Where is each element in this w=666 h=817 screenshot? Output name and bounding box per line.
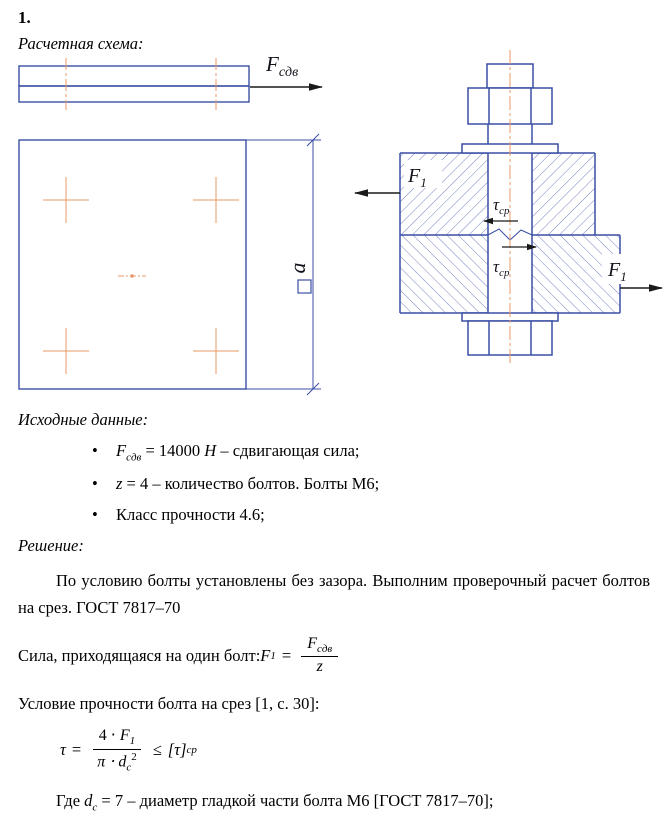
math-sub: сдв (126, 451, 142, 464)
math-sub: c (92, 801, 98, 814)
solution-paragraph: По условию болты установлены без зазора. Выполним проверочный расчет болтов на срез. ГОСТ 7817–70 (18, 571, 650, 618)
math-sup: 2 (131, 750, 137, 763)
f1-top-base: F (408, 165, 421, 187)
strength-condition-line: Условие прочности болта на срез [1, с. 30]: (18, 694, 320, 714)
math-var: π ⋅ (97, 752, 119, 770)
f1-bottom-sub: 1 (620, 269, 627, 284)
fraction (91, 726, 143, 774)
fraction-denominator: z (316, 658, 323, 676)
math-var: τ (60, 740, 66, 760)
equals-sign: = (281, 645, 292, 665)
math-sub: ср (186, 744, 197, 757)
shear-stress-formula (60, 724, 650, 776)
text-run: Сила, приходящаяся на один болт: (18, 645, 261, 665)
scheme-plan-view (18, 54, 348, 402)
math-var: F (307, 634, 317, 652)
fraction (301, 634, 338, 678)
fraction-numerator (301, 634, 338, 657)
math-var: [τ] (167, 740, 187, 760)
text-run: 4 ⋅ (98, 727, 120, 745)
scheme-label: Расчетная схема: (18, 34, 144, 53)
math-sub: 1 (129, 735, 136, 748)
force-sdv-base: F (266, 54, 279, 76)
math-sub: сдв (316, 642, 333, 655)
tau-bottom-sub: ср (499, 267, 510, 279)
dimension-a-label: a (285, 262, 310, 274)
math-var: d (84, 791, 93, 811)
leq-sign: ≤ (152, 740, 162, 760)
math-sub: 1 (270, 649, 276, 662)
given-item-force (116, 441, 650, 463)
given-data-list (18, 441, 650, 525)
given-item-bolt-count (116, 474, 650, 494)
unit: Н (204, 441, 217, 460)
bolt-position-crosses (43, 177, 239, 374)
where-line (18, 788, 650, 817)
tau-bottom-base: τ (493, 257, 500, 276)
math-var: d (118, 752, 127, 770)
tau-top-base: τ (493, 195, 500, 214)
f1-bottom-base: F (608, 259, 621, 281)
tau-bottom-label (493, 257, 510, 279)
text-run: – сдвигающая сила; (216, 441, 360, 460)
f1-top-sub: 1 (420, 175, 427, 190)
equals-sign: = (71, 740, 82, 760)
scheme-section-view (350, 48, 666, 370)
text-run: Класс прочности 4.6; (116, 505, 265, 525)
square-section-symbol (298, 280, 311, 293)
problem-number: 1. (18, 8, 31, 27)
text-run: = 7 (97, 791, 128, 811)
force-per-bolt-line (18, 632, 650, 680)
math-sub: c (126, 761, 132, 774)
given-label: Исходные данные: (18, 410, 149, 429)
math-var: z (116, 474, 123, 494)
tau-top-label (493, 195, 510, 217)
fraction-numerator (93, 726, 141, 749)
plate-plan-outline (19, 140, 246, 389)
force-sdv-sub: сдв (278, 65, 299, 80)
fraction-denominator (91, 750, 143, 775)
text-run: – диаметр гладкой части болта М6 [ГОСТ 7817–70]; (127, 791, 494, 811)
solution-label: Решение: (18, 536, 84, 556)
given-item-strength-class (116, 505, 650, 525)
plate-center-mark (118, 274, 146, 278)
text-run: = 14000 (141, 441, 205, 460)
calculation-scheme (18, 54, 650, 404)
text-run: – количество болтов. Болты М6; (148, 474, 380, 494)
plates-side-view (19, 66, 249, 102)
tau-top-sub: ср (499, 205, 510, 217)
math-var: F (119, 727, 130, 745)
text-run: Где (56, 791, 85, 811)
shear-force-label (265, 54, 298, 80)
math-var: F (260, 645, 271, 665)
text-run: = 4 (122, 474, 149, 494)
math-var: F (116, 441, 127, 460)
